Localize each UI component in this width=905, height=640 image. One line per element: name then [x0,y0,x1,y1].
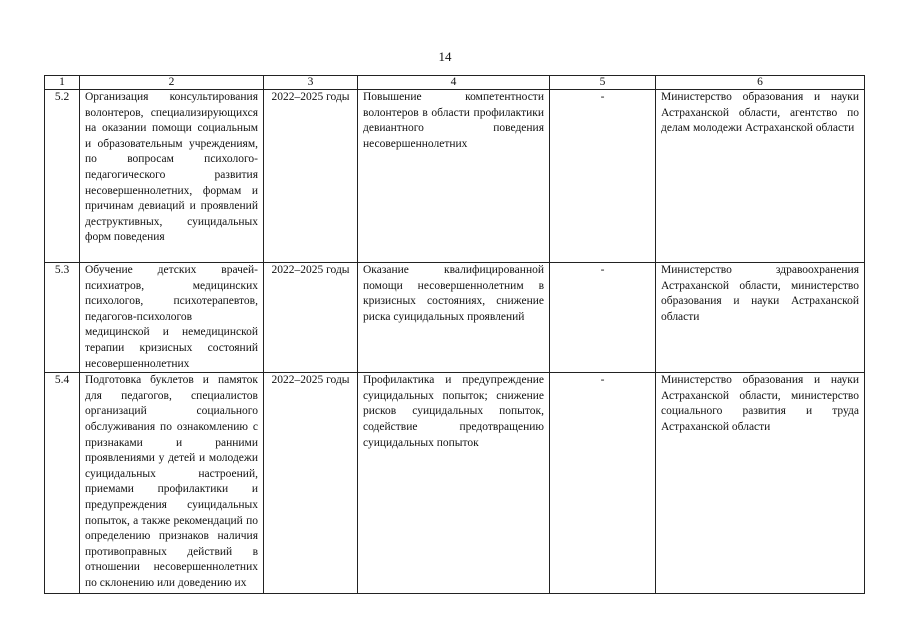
column-header: 4 [358,76,550,90]
years-cell: 2022–2025 годы [264,263,358,373]
column-header: 6 [656,76,865,90]
responsible-cell: Министерство образования и науки Астраханской области, министерство социального развития и труда Астраханской области [656,373,865,594]
activity-cell: Обучение детских врачей-психиатров, медицинских психологов, психотерапевтов, педагогов-психологов медицинской и немедицинской терапии кризисных состояний несовершеннолетних [80,263,264,373]
responsible-cell: Министерство здравоохранения Астраханской области, министерство образования и науки Астраханской области [656,263,865,373]
activity-cell: Подготовка буклетов и памяток для педагогов, специалистов организаций социального обслуживания по ознакомлению с признаками и ранними проявлениями у детей и молодежи суицидальных настроений, приемами профилактики и предупреждения суицидальных попыток, а также рекомендаций по определению признаков наличия противоправных действий в отношении несовершеннолетних по склонению или доведению их [80,373,264,594]
funding-cell: - [550,373,656,594]
years-cell: 2022–2025 годы [264,90,358,263]
page-number: 14 [438,49,452,64]
column-header: 1 [45,76,80,90]
funding-cell: - [550,90,656,263]
years-cell: 2022–2025 годы [264,373,358,594]
column-header: 3 [264,76,358,90]
row-number: 5.2 [45,90,80,263]
funding-cell: - [550,263,656,373]
measures-table [44,75,865,594]
table-row [45,263,865,373]
table-row [45,373,865,594]
column-header: 2 [80,76,264,90]
activity-cell: Организация консультирования волонтеров, специализирующихся на оказании помощи социальным и образовательным учреждениям, по вопросам психолого-педагогического развития несовершеннолетних, формам и причинам девиаций и проявлений деструктивных, суицидальных форм поведения [80,90,264,263]
result-cell: Профилактика и предупреждение суицидальных попыток; снижение рисков суицидальных попыток, содействие предотвращению суицидальных попыток [358,373,550,594]
result-cell: Оказание квалифицированной помощи несовершеннолетним в кризисных состояниях, снижение риска суицидальных проявлений [358,263,550,373]
row-number: 5.3 [45,263,80,373]
column-header: 5 [550,76,656,90]
responsible-cell: Министерство образования и науки Астраханской области, агентство по делам молодежи Астраханской области [656,90,865,263]
result-cell: Повышение компетентности волонтеров в области профилактики девиантного поведения несовершеннолетних [358,90,550,263]
row-number: 5.4 [45,373,80,594]
table-header-row [45,76,865,90]
table-row [45,90,865,263]
